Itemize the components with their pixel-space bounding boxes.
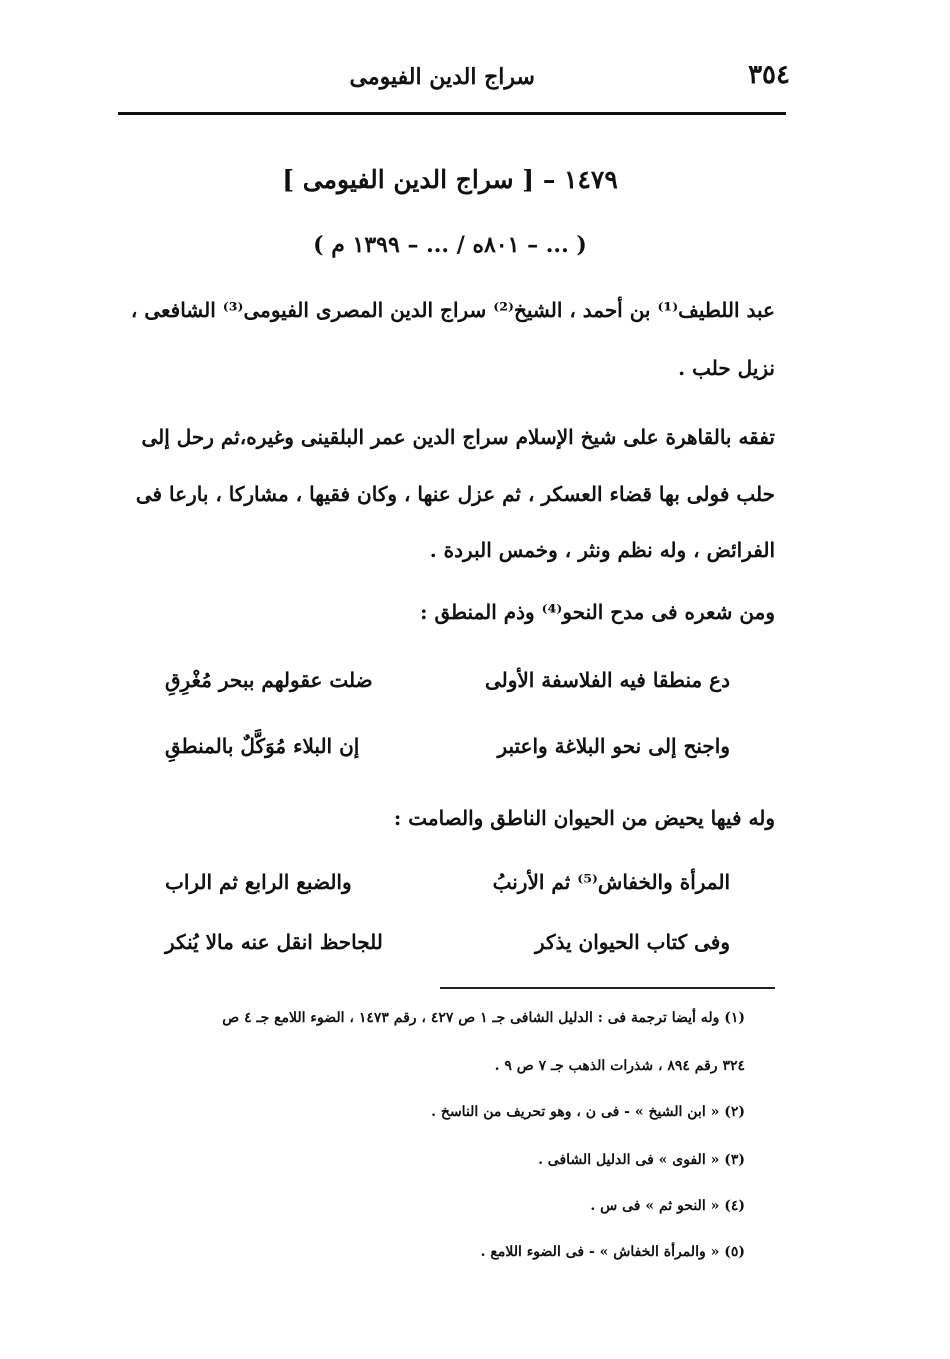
verse-first-hemistich: واجنح إلى نحو البلاغة واعتبر	[497, 734, 730, 758]
body-line: نزيل حلب .	[678, 356, 775, 380]
verse-second-hemistich: ضلت عقولهم ببحر مُغْرِقِ	[165, 668, 373, 692]
verse-first-hemistich: المرأة والخفاش⁽⁵⁾ ثم الأرنبُ	[492, 870, 730, 894]
footnote-1-continued: ٣٢٤ رقم ٨٩٤ ، شذرات الذهب جـ ٧ ص ٩ .	[494, 1058, 745, 1074]
body-line: الفرائض ، وله نظم ونثر ، وخمس البردة .	[429, 538, 775, 562]
footnote-rule	[440, 987, 775, 989]
page-number: ٣٥٤	[748, 60, 790, 90]
footnote-2: (٢) « ابن الشيخ » - فى ن ، وهو تحريف من الناسخ .	[431, 1104, 745, 1120]
footnote-4: (٤) « النحو ثم » فى س .	[590, 1198, 745, 1214]
footnote-3: (٣) « الفوى » فى الدليل الشافى .	[538, 1152, 745, 1168]
entry-dates: ( ... – ٨٠١ه / ... – ١٣٩٩ م )	[313, 232, 587, 258]
header-rule	[118, 112, 786, 115]
verse-first-hemistich: وفى كتاب الحيوان يذكر	[534, 930, 730, 954]
body-line: ومن شعره فى مدح النحو⁽⁴⁾ وذم المنطق :	[420, 600, 775, 624]
entry-title: ١٤٧٩ – [ سراج الدين الفيومى ]	[282, 165, 618, 194]
verse-second-hemistich: للجاحظ انقل عنه مالا يُنكر	[165, 930, 383, 954]
body-line: حلب فولى بها قضاء العسكر ، ثم عزل عنها ، وكان فقيها ، مشاركا ، بارعا فى	[135, 482, 775, 506]
verse-first-hemistich: دع منطقا فيه الفلاسفة الأولى	[484, 668, 730, 692]
running-title: سراج الدين الفيومى	[349, 64, 535, 90]
body-line: تفقه بالقاهرة على شيخ الإسلام سراج الدين عمر البلقينى وغيره،ثم رحل إلى	[141, 425, 775, 449]
footnote-1: (١) وله أيضا ترجمة فى : الدليل الشافى جـ ١ ص ٤٢٧ ، رقم ١٤٧٣ ، الضوء اللامع جـ ٤ ص	[222, 1010, 745, 1026]
body-line: وله فيها يحيض من الحيوان الناطق والصامت :	[393, 806, 775, 830]
verse-second-hemistich: إن البلاء مُوَكَّلٌ بالمنطقِ	[165, 734, 360, 758]
footnote-5: (٥) « والمرأة الخفاش » - فى الضوء اللامع .	[480, 1244, 745, 1260]
body-line: عبد اللطيف⁽¹⁾ بن أحمد ، الشيخ⁽²⁾ سراج الدين المصرى الفيومى⁽³⁾ الشافعى ،	[130, 298, 775, 322]
verse-second-hemistich: والضبع الرابع ثم الراب	[165, 870, 352, 894]
